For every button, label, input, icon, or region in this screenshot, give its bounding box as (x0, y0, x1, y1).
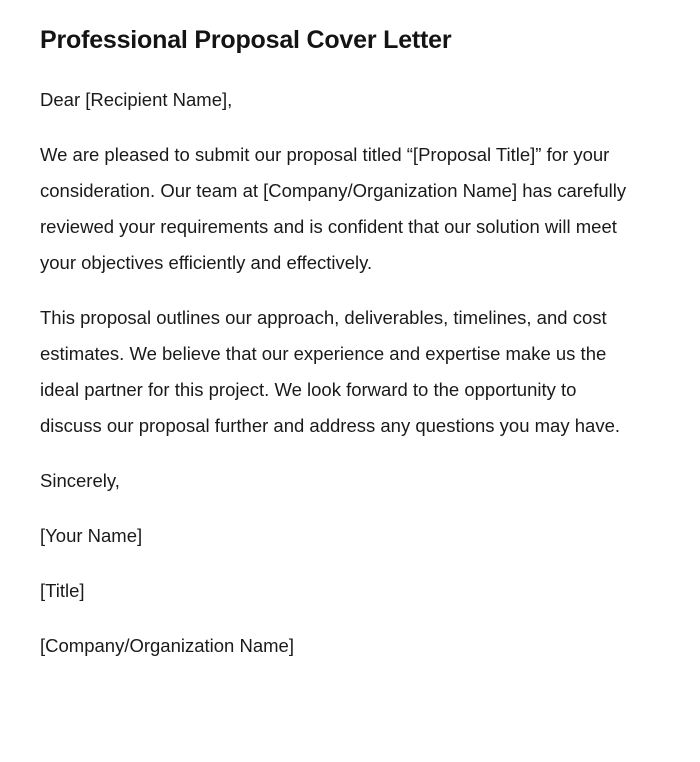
salutation-line: Dear [Recipient Name], (40, 89, 233, 110)
page-title: Professional Proposal Cover Letter (40, 26, 452, 54)
signature-name: [Your Name] (40, 525, 143, 546)
cover-letter-body (40, 25, 640, 664)
body-paragraph-2: This proposal outlines our approach, deliverables, timelines, and cost estimates. We believe that our experience and expertise make us the ideal partner for this project. We look forward to the opportunity to discuss our proposal further and address any questions you may have. (40, 307, 620, 436)
closing-line: Sincerely, (40, 470, 120, 491)
signature-title: [Title] (40, 580, 85, 601)
body-paragraph-1: We are pleased to submit our proposal titled “[Proposal Title]” for your consideration. Our team at [Company/Organization Name] has carefully reviewed your requirements and is confident that our solution will meet your objectives efficiently and effectively. (40, 144, 627, 273)
signature-organization: [Company/Organization Name] (40, 635, 294, 656)
